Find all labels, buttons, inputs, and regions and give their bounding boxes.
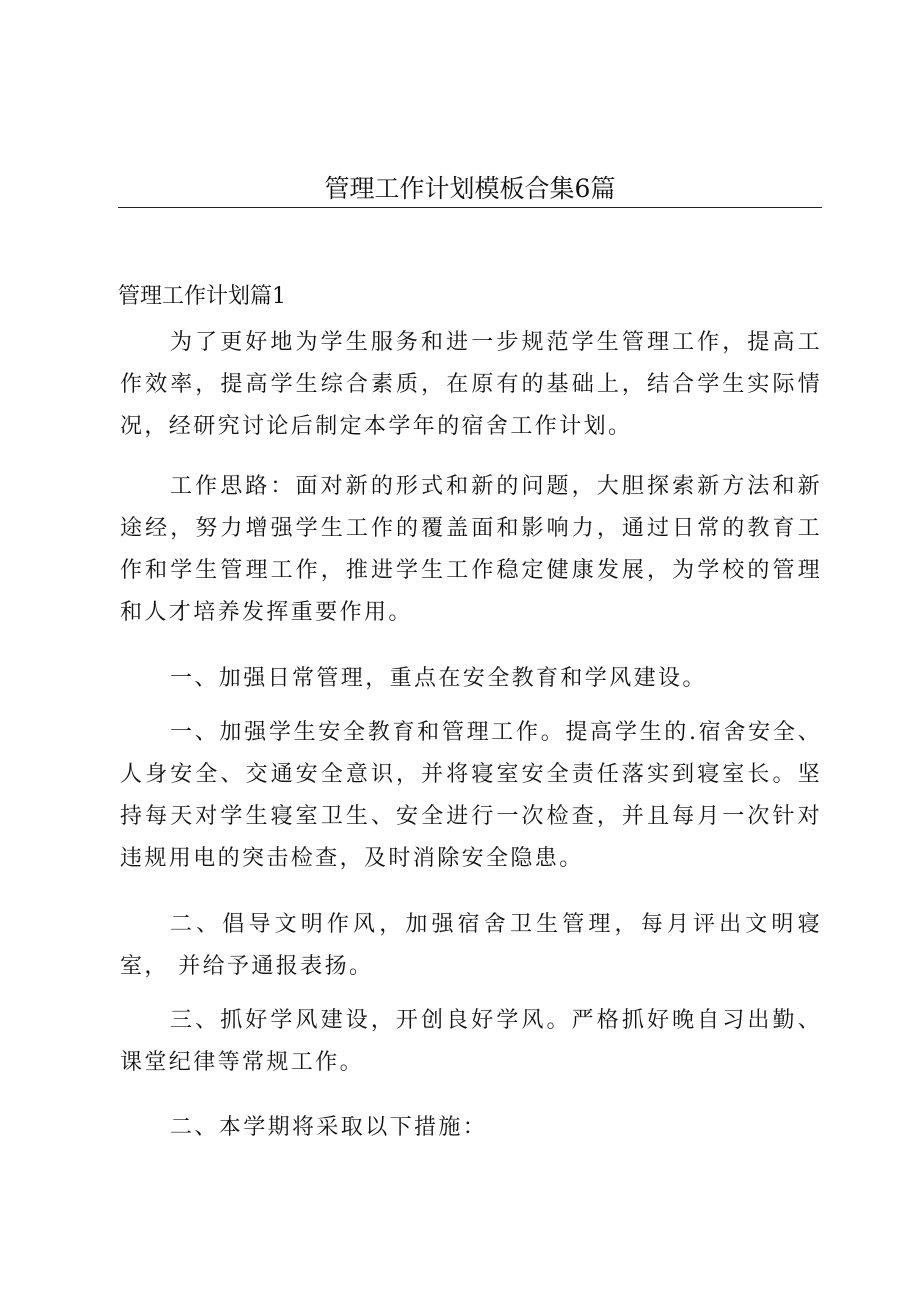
document-title: 管理工作计划模板合集6篇 [324, 174, 616, 203]
paragraph-daily-management: 一、加强日常管理，重点在安全教育和学风建设。 [170, 666, 707, 691]
paragraph-work-approach: 工作思路：面对新的形式和新的问题，大胆探索新方法和新 途经，努力增强学生工作的覆盖面和影响力，通过日常的教育工 作和学生管理工作，推进学生工作稳定健康发展，为学校的管理 和人才培养发挥重要作用。 [120, 474, 822, 625]
paragraph-intro: 为了更好地为学生服务和进一步规范学生管理工作，提高工 作效率，提高学生综合素质，在原有的基础上，结合学生实际情 况，经研究讨论后制定本学年的宿舍工作计划。 [120, 330, 822, 439]
paragraph-safety-education: 一、加强学生安全教育和管理工作。提高学生的.宿舍安全、 人身安全、交通安全意识，并将寝室安全责任落实到寝室长。坚 持每天对学生寝室卫生、安全进行一次检查，并且每月一次针对 违规用电的突击检查，及时消除安全隐患。 [120, 720, 822, 871]
paragraph-measures: 二、本学期将采取以下措施： [170, 1115, 488, 1140]
paragraph-civilized-style: 二、倡导文明作风，加强宿舍卫生管理，每月评出文明寝室， 并给予通报表扬。 [120, 912, 822, 979]
section-heading: 管理工作计划篇1 [118, 284, 286, 309]
paragraph-study-style: 三、抓好学风建设，开创良好学风。严格抓好晚自习出勤、 课堂纪律等常规工作。 [120, 1008, 822, 1075]
title-underline-rule [118, 207, 822, 208]
